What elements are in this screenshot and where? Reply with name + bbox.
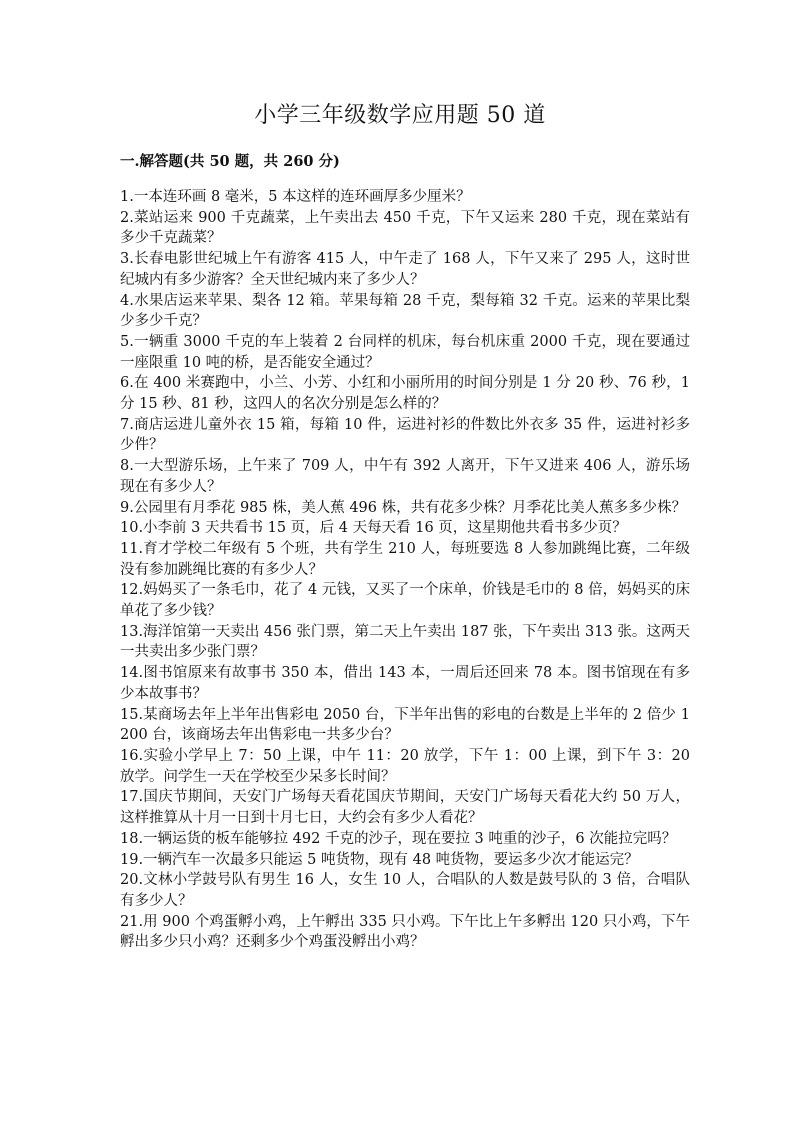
question-item: 6.在 400 米赛跑中，小兰、小芳、小红和小丽所用的时间分别是 1 分 20 秒、76 秒，1 分 15 秒、81 秒，这四人的名次分别是怎么样的？ xyxy=(120,375,690,413)
question-item: 4.水果店运来苹果、梨各 12 箱。苹果每箱 28 千克，梨每箱 32 千克。运来的苹果比梨少多少千克？ xyxy=(120,292,690,330)
question-item: 15.某商场去年上半年出售彩电 2050 台，下半年出售的彩电的台数是上半年的 2 倍少 1200 台，该商场去年出售彩电一共多少台？ xyxy=(120,706,690,744)
question-item: 11.育才学校二年级有 5 个班，共有学生 210 人，每班要选 8 人参加跳绳比赛，二年级没有参加跳绳比赛的有多少人？ xyxy=(120,540,690,578)
question-item: 1.一本连环画 8 毫米，5 本这样的连环画厚多少厘米？ xyxy=(120,189,471,205)
question-item: 10.小李前 3 天共看书 15 页，后 4 天每天看 16 页，这星期他共看书多少页？ xyxy=(120,520,627,537)
question-item: 13.海洋馆第一天卖出 456 张门票，第二天上午卖出 187 张，下午卖出 313 张。这两天一共卖出多少张门票？ xyxy=(120,623,690,661)
question-item: 17.国庆节期间，天安门广场每天看花国庆节期间，天安门广场每天看花大约 50 万人，这样推算从十月一日到十月七日，大约会有多少人看花？ xyxy=(120,789,690,827)
question-item: 14.图书馆原来有故事书 350 本，借出 143 本，一周后还回来 78 本。图书馆现在有多少本故事书？ xyxy=(120,665,690,702)
question-item: 3.长春电影世纪城上午有游客 415 人，中午走了 168 人，下午又来了 295 人，这时世纪城内有多少游客？全天世纪城内来了多少人？ xyxy=(120,251,690,288)
question-item: 19.一辆汽车一次最多只能运 5 吨货物，现有 48 吨货物，要运多少次才能运完？ xyxy=(120,851,639,868)
question-item: 16.实验小学早上 7：50 上课，中午 11：20 放学，下午 1：00 上课，到下午 3：20 放学。问学生一天在学校至少呆多长时间？ xyxy=(120,747,690,785)
question-item: 7.商店运进儿童外衣 15 箱，每箱 10 件，运进衬衫的件数比外衣多 35 件，运进衬衫多少件？ xyxy=(120,416,690,454)
question-item: 8.一大型游乐场，上午来了 709 人，中午有 392 人离开，下午又进来 406 人，游乐场现在有多少人？ xyxy=(120,458,690,495)
question-item: 2.菜站运来 900 千克蔬菜，上午卖出去 450 千克，下午又运来 280 千克，现在菜站有多少千克蔬菜？ xyxy=(120,209,690,247)
question-item: 12.妈妈买了一条毛巾，花了 4 元钱，又买了一个床单，价钱是毛巾的 8 倍，妈妈买的床单花了多少钱？ xyxy=(120,582,690,620)
question-item: 18.一辆运货的板车能够拉 492 千克的沙子，现在要拉 3 吨重的沙子，6 次能拉完吗？ xyxy=(120,830,677,847)
question-item: 20.文林小学鼓号队有男生 16 人，女生 10 人，合唱队的人数是鼓号队的 3 倍，合唱队有多少人？ xyxy=(120,872,690,909)
question-item: 9.公园里有月季花 985 株，美人蕉 496 株，共有花多少株？月季花比美人蕉多多少株？ xyxy=(120,499,687,516)
question-item: 21.用 900 个鸡蛋孵小鸡，上午孵出 335 只小鸡。下午比上午多孵出 120 只小鸡，下午孵出多少只小鸡？还剩多少个鸡蛋没孵出小鸡？ xyxy=(120,913,690,951)
section-heading: 一.解答题(共 50 题，共 260 分) xyxy=(120,153,340,170)
page-title: 小学三年级数学应用题 50 道 xyxy=(254,103,546,128)
question-list xyxy=(120,187,690,953)
question-item: 5.一辆重 3000 千克的车上装着 2 台同样的机床，每台机床重 2000 千克，现在要通过一座限重 10 吨的桥，是否能安全通过？ xyxy=(120,333,690,371)
